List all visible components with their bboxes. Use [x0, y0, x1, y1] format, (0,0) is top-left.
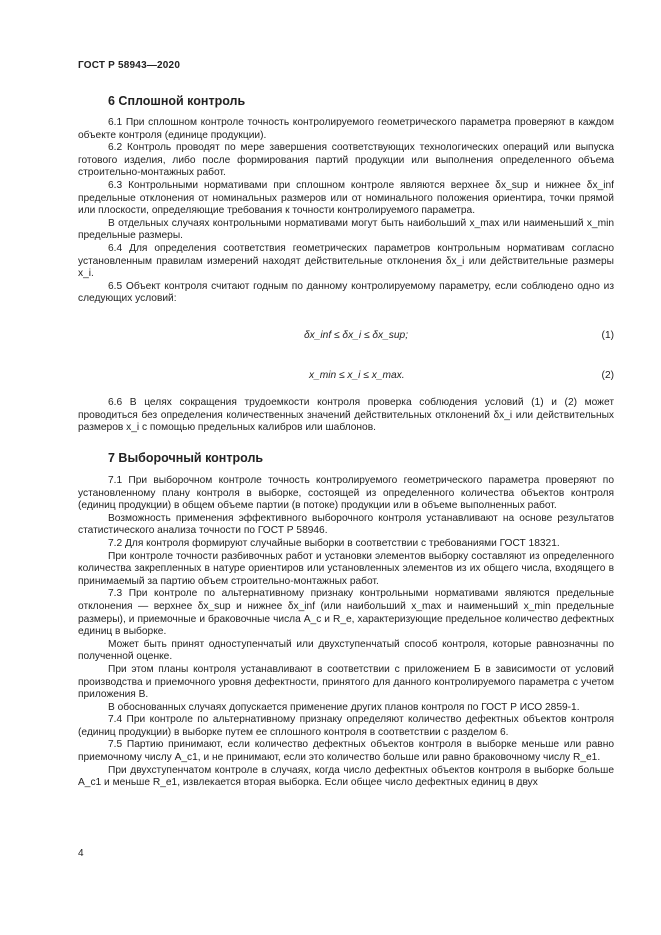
paragraph-7-3-note-3: В обоснованных случаях допускается применение других планов контроля по ГОСТ Р ИСО 2859-1.: [108, 701, 580, 713]
paragraph-6-2: 6.2 Контроль проводят по мере завершения соответствующих технологических операций или выпуска готового изделия, либо после формирования партий продукции или выполнения определенного объема строительно-монтажных работ.: [78, 142, 614, 179]
paragraph-6-3-note: В отдельных случаях контрольными нормативами могут быть наибольший x_max или наименьший x_min предельные размеры.: [78, 217, 614, 242]
section-6-body: [78, 117, 614, 306]
paragraph-7-5-note: При двухступенчатом контроле в случаях, когда число дефектных объектов контроля в выборке больше A_c1 и меньше R_e1, извлекается вторая выборка. Если общее число дефектных единиц в двух: [78, 764, 614, 789]
paragraph-7-3-note-2: При этом планы контроля устанавливают в соответствии с приложением Б в зависимости от условий производства и приемочного уровня дефектности, принятого для данного контролируемого параметра с учетом приложения В.: [78, 663, 614, 701]
paragraph-6-5: 6.5 Объект контроля считают годным по данному контролируемому параметру, если соблюдено одно из следующих условий:: [78, 280, 614, 305]
document-header: ГОСТ Р 58943—2020: [78, 60, 181, 71]
paragraph-7-2: 7.2 Для контроля формируют случайные выборки в соответствии с требованиями ГОСТ 18321.: [108, 537, 560, 549]
paragraph-7-3-note-1: Может быть принят одноступенчатый или двухступенчатый способ контроля, которые равнозначны по полученной оценке.: [78, 638, 614, 663]
paragraph-7-3: 7.3 При контроле по альтернативному признаку контрольными нормативами являются предельные отклонения — верхнее δx_sup и нижнее δx_inf (или наибольший x_max и наименьший x_min предельные размеры), и приемочные и браковочные числа A_c и R_e, характеризующие предельное количество дефектных единиц в выборке.: [78, 588, 614, 638]
paragraph-7-2-note: При контроле точности разбивочных работ и установки элементов выборку составляют из определенного количества закрепленных в натуре ориентиров или установленных элементов из их общего числа, входящего в принимаемый за партию объем строительно-монтажных работ.: [78, 550, 614, 587]
paragraph-6-4: 6.4 Для определения соответствия геометрических параметров контрольным нормативам согласно установленным правилам измерений находят действительные отклонения δx_i или действительные размеры x_i.: [78, 242, 614, 280]
page-number: 4: [78, 848, 84, 859]
equation-2-number: (2): [601, 370, 614, 381]
section-7-title: 7 Выборочный контроль: [108, 451, 264, 465]
paragraph-7-1: 7.1 При выборочном контроле точность контролируемого геометрического параметра проверяют по установленному плану контроля в выборке, состоящей из определенного количества объектов контроля (единиц продукции) в общем объеме партии (в потоке) продукции или в объеме выполненных работ.: [78, 475, 614, 512]
paragraph-7-1-note: Возможность применения эффективного выборочного контроля устанавливают на основе результатов статистического анализа точности по ГОСТ Р 58946.: [78, 512, 614, 537]
paragraph-6-6-block: [78, 397, 614, 435]
paragraph-6-1: 6.1 При сплошном контроле точность контролируемого геометрического параметра проверяют в каждом объекте контроля (единице продукции).: [78, 117, 614, 141]
section-6-title: 6 Сплошной контроль: [108, 94, 246, 108]
paragraph-6-6: 6.6 В целях сокращения трудоемкости контроля проверка соблюдения условий (1) и (2) может проводиться без определения количественных значений действительных отклонений δx_i или действительных размеров x_i с помощью предельных калибров или шаблонов.: [78, 397, 614, 434]
paragraph-7-4: 7.4 При контроле по альтернативному признаку определяют количество дефектных объектов контроля (единиц продукции) в выборке путем ее сплошного контроля в соответствии с разделом 6.: [78, 714, 614, 738]
section-7-body: [78, 475, 614, 790]
equation-1-number: (1): [601, 330, 614, 341]
equation-1: δx_inf ≤ δx_i ≤ δx_sup;: [304, 330, 409, 341]
equation-2: x_min ≤ x_i ≤ x_max.: [309, 370, 405, 381]
paragraph-7-5: 7.5 Партию принимают, если количество дефектных объектов контроля в выборке меньше или равно приемочному числу A_c1, и не принимают, если это количество больше или равно браковочному числу R_e1.: [78, 739, 614, 764]
paragraph-6-3: 6.3 Контрольными нормативами при сплошном контроле являются верхнее δx_sup и нижнее δx_inf предельные отклонения от номинальных размеров или от номинального положения ориентира, точки прямой или плоскости, определяющие требования к точности контролируемого параметра.: [78, 179, 614, 217]
